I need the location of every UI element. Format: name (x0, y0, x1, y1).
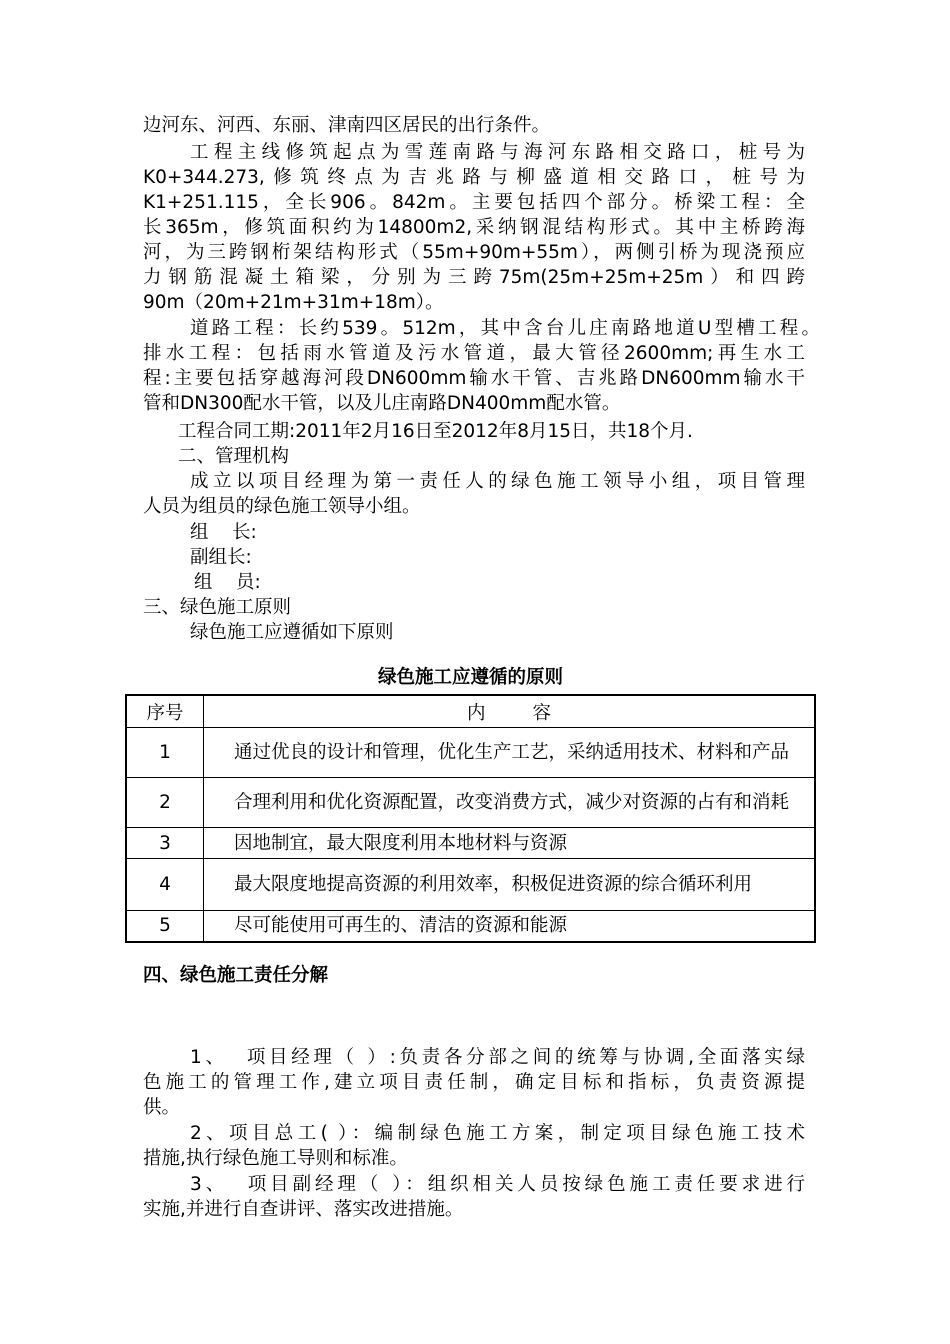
paragraph-line: 供。 (143, 1097, 181, 1118)
table-header-row (126, 695, 815, 728)
paragraph-line: 90m（20m+21m+31m+18m）。 (143, 292, 444, 313)
paragraph-line: 边河东、河西、东丽、津南四区居民的出行条件。 (143, 115, 551, 136)
column-header-content: 内 容 (204, 695, 816, 728)
row-index: 4 (126, 859, 204, 911)
vice-leader-field: 副组长: (190, 547, 252, 568)
paragraph-line: 长365m，修筑面积约为14800m2,采纳钢混结构形式。其中主桥跨海 (143, 217, 805, 238)
leader-field: 组 长: (190, 522, 257, 543)
table-row (126, 828, 815, 859)
paragraph-line: 力钢筋混凝土箱梁，分别为三跨75m(25m+25m+25m）和四跨 (143, 267, 805, 288)
paragraph-line: 道路工程：长约539。512m，其中含台儿庄南路地道U型槽工程。 (190, 318, 820, 339)
paragraph-line: 绿色施工应遵循如下原则 (190, 622, 394, 643)
row-content: 通过优良的设计和管理，优化生产工艺，采纳适用技术、材料和产品 (204, 728, 816, 778)
table-caption: 绿色施工应遵循的原则 (377, 667, 563, 688)
paragraph-line: 人员为组员的绿色施工领导小组。 (143, 496, 421, 517)
paragraph-line: 排水工程：包括雨水管道及污水管道，最大管径2600mm;再生水工 (143, 343, 805, 364)
table-row (126, 859, 815, 911)
paragraph-line: 工程主线修筑起点为雪莲南路与海河东路相交路口，桩号为 (190, 142, 805, 163)
paragraph-line: 3、 项目副经理（ ）：组织相关人员按绿色施工责任要求进行 (190, 1174, 805, 1195)
paragraph-line: K1+251.115，全长906。842m。主要包括四个部分。桥梁工程：全 (143, 192, 805, 213)
paragraph-line: 色施工的管理工作,建立项目责任制，确定目标和指标，负责资源提 (143, 1072, 805, 1093)
principles-table (125, 694, 816, 943)
paragraph-line: 成立以项目经理为第一责任人的绿色施工领导小组，项目管理 (190, 471, 805, 492)
paragraph-line: K0+344.273,修筑终点为吉兆路与柳盛道相交路口，桩号为 (143, 167, 805, 188)
section-heading: 三、绿色施工原则 (143, 597, 292, 618)
row-content: 因地制宜，最大限度利用本地材料与资源 (204, 828, 816, 859)
row-index: 2 (126, 778, 204, 828)
members-field: 组 员: (194, 572, 261, 593)
paragraph-line: 措施,执行绿色施工导则和标准。 (143, 1148, 408, 1169)
table-row (126, 728, 815, 778)
paragraph-line: 河，为三跨钢桁架结构形式（55m+90m+55m），两侧引桥为现浇预应 (143, 242, 805, 263)
section-heading: 四、绿色施工责任分解 (143, 965, 329, 986)
paragraph-line: 1、 项目经理（ ）:负责各分部之间的统筹与协调,全面落实绿 (190, 1047, 805, 1068)
paragraph-line: 2、项目总工( ）：编制绿色施工方案，制定项目绿色施工技术 (190, 1123, 805, 1144)
table-row (126, 911, 815, 942)
table-row (126, 778, 815, 828)
row-index: 5 (126, 911, 204, 942)
row-content: 尽可能使用可再生的、清洁的资源和能源 (204, 911, 816, 942)
section-heading: 二、管理机构 (178, 446, 290, 467)
paragraph-line: 实施,并进行自查讲评、落实改进措施。 (143, 1199, 464, 1220)
column-header-index: 序号 (126, 695, 204, 728)
paragraph-line: 工程合同工期:2011年2月16日至2012年8月15日，共18个月. (178, 421, 693, 442)
row-content: 合理利用和优化资源配置，改变消费方式，减少对资源的占有和消耗 (204, 778, 816, 828)
paragraph-line: 管和DN300配水干管，以及儿庄南路DN400mm配水管。 (143, 393, 621, 414)
row-index: 3 (126, 828, 204, 859)
row-content: 最大限度地提高资源的利用效率，积极促进资源的综合循环利用 (204, 859, 816, 911)
row-index: 1 (126, 728, 204, 778)
paragraph-line: 程:主要包括穿越海河段DN600mm输水干管、吉兆路DN600mm输水干 (143, 368, 805, 389)
